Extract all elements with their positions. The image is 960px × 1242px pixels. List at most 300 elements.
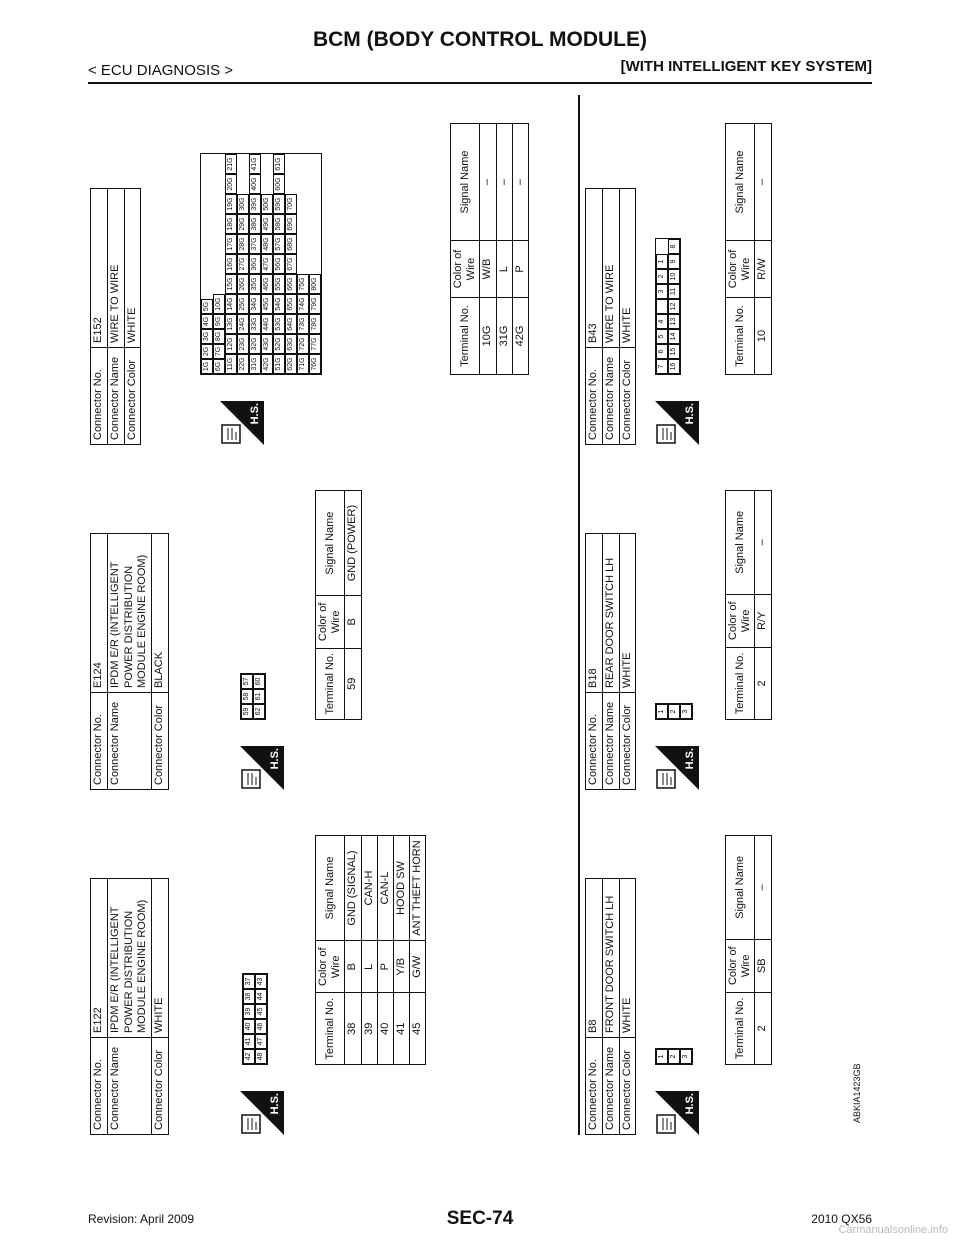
connector-pin: 36G xyxy=(249,254,261,274)
connector-pin: 43G xyxy=(261,334,273,354)
connector-pin: 61 xyxy=(253,689,265,704)
terminal-row xyxy=(377,836,393,1065)
connector-pin: 71G xyxy=(297,354,309,374)
info-row xyxy=(91,534,108,790)
info-value: WIRE TO WIRE xyxy=(602,189,619,348)
pin-row xyxy=(253,674,265,719)
terminal-table-header xyxy=(726,836,755,1065)
harness-side-icon xyxy=(655,1091,699,1135)
connector-pin: 2 xyxy=(668,704,680,719)
signal-name: GND (POWER) xyxy=(345,491,361,596)
terminal-no-header: Terminal No. xyxy=(726,298,755,375)
connector-pin-face xyxy=(655,238,681,375)
connector-pin: 58G xyxy=(273,214,285,234)
signal-name: ANT THEFT HORN xyxy=(410,836,426,941)
wire-color: L xyxy=(361,941,377,993)
pin-row xyxy=(243,974,255,1064)
connector-pin: 46G xyxy=(261,274,273,294)
connector-pin: 35G xyxy=(249,274,261,294)
connector-pin: 16 xyxy=(668,359,680,374)
connector-pin: 67G xyxy=(285,254,297,274)
terminal-no-header: Terminal No. xyxy=(726,992,755,1064)
connector-pin: 1 xyxy=(656,704,668,719)
info-value: E124 xyxy=(91,534,108,693)
connector-pin: 60 xyxy=(253,674,265,689)
connector-pin: 45 xyxy=(255,1004,267,1019)
connector-pin: 1 xyxy=(656,1049,668,1064)
terminal-table xyxy=(450,123,529,375)
connector-pin: 2G xyxy=(201,344,213,359)
info-value: E122 xyxy=(91,879,108,1038)
info-key: Connector No. xyxy=(91,693,108,790)
connector-pin: 1G xyxy=(201,359,213,374)
terminal-table xyxy=(725,835,772,1065)
connector-pin: 25G xyxy=(237,294,249,314)
connector-pin: 3 xyxy=(680,704,692,719)
connector-pin: 11 xyxy=(668,284,680,299)
terminal-row xyxy=(755,124,771,375)
connector-info-table xyxy=(90,878,169,1135)
connector-pin xyxy=(656,299,668,314)
info-row xyxy=(124,189,141,445)
terminal-no: 42G xyxy=(512,298,528,375)
info-value: WHITE xyxy=(152,879,169,1038)
connector-pin: 6 xyxy=(656,344,668,359)
terminal-no-header: Terminal No. xyxy=(726,647,755,719)
connector-pin: 10G xyxy=(213,294,225,314)
info-value: BLACK xyxy=(152,534,169,693)
pin-row xyxy=(241,674,253,719)
page-title: BCM (BODY CONTROL MODULE) xyxy=(312,28,648,51)
info-row xyxy=(152,534,169,790)
connector-pin-face xyxy=(655,1048,693,1065)
connector-pin: 55G xyxy=(273,274,285,294)
info-key: Connector Name xyxy=(602,1038,619,1135)
connector-pin: 37 xyxy=(243,974,255,989)
revision-label: Revision: April 2009 xyxy=(88,1212,195,1226)
wire-color-header: Color of Wire xyxy=(726,594,755,647)
connector-pin: 4G xyxy=(201,314,213,329)
info-row xyxy=(602,879,619,1135)
connector-pin: 62 xyxy=(253,704,265,719)
pin-row xyxy=(668,704,680,719)
wire-color: G/W xyxy=(410,941,426,993)
info-row xyxy=(107,534,151,790)
info-key: Connector No. xyxy=(586,693,603,790)
connector-b8 xyxy=(585,835,870,1135)
connector-pin: 43 xyxy=(255,974,267,989)
connector-pin: 9 xyxy=(668,254,680,269)
connector-pin: 80G xyxy=(309,274,321,294)
connector-pin: 7G xyxy=(213,344,225,359)
signal-name-header: Signal Name xyxy=(726,124,755,241)
terminal-no: 10 xyxy=(755,298,771,375)
terminal-row xyxy=(755,491,771,720)
terminal-table xyxy=(725,490,772,720)
info-key: Connector No. xyxy=(91,1038,108,1135)
connector-pin: 46 xyxy=(255,1019,267,1034)
connector-pin: 34G xyxy=(249,294,261,314)
connector-pin: 29G xyxy=(237,214,249,234)
connector-info-table xyxy=(585,878,636,1135)
info-value: REAR DOOR SWITCH LH xyxy=(602,534,619,693)
connector-pin: 49G xyxy=(261,214,273,234)
info-row xyxy=(91,879,108,1135)
harness-side-label: H.S. xyxy=(269,748,281,770)
wire-color-header: Color of Wire xyxy=(451,241,480,298)
connector-pin: 45G xyxy=(261,294,273,314)
wire-color: SB xyxy=(755,939,771,992)
connector-pin: 48 xyxy=(255,1049,267,1064)
terminal-table xyxy=(315,835,426,1065)
rotated-diagram-sheet xyxy=(90,95,870,1135)
terminal-row xyxy=(361,836,377,1065)
connector-pin: 8G xyxy=(213,329,225,344)
connector-pin: 59 xyxy=(241,704,253,719)
pin-row xyxy=(237,154,249,374)
connector-pin: 3G xyxy=(201,329,213,344)
connector-pin: 39 xyxy=(243,1004,255,1019)
terminal-no: 40 xyxy=(377,993,393,1065)
connector-pin: 62G xyxy=(285,354,297,374)
info-key: Connector No. xyxy=(91,348,108,445)
terminal-table-header xyxy=(316,491,345,720)
harness-side-icon xyxy=(240,746,284,790)
connector-pin: 56G xyxy=(273,254,285,274)
connector-pin: 44G xyxy=(261,314,273,334)
connector-pin: 66G xyxy=(285,274,297,294)
harness-side-label: H.S. xyxy=(684,1093,696,1115)
connector-e122 xyxy=(90,835,578,1135)
connector-pin: 40 xyxy=(243,1019,255,1034)
wire-color: B xyxy=(345,596,361,648)
connector-pin: 12 xyxy=(668,299,680,314)
wire-color: P xyxy=(377,941,393,993)
connector-pin: 5G xyxy=(201,299,213,314)
info-key: Connector Name xyxy=(107,1038,151,1135)
signal-name: – xyxy=(755,124,771,241)
pin-row xyxy=(656,704,668,719)
info-value: B8 xyxy=(586,879,603,1038)
wire-color: B xyxy=(345,941,361,993)
info-value: B43 xyxy=(586,189,603,348)
info-row xyxy=(152,879,169,1135)
connector-pin: 16G xyxy=(225,254,237,274)
connector-pin: 19G xyxy=(225,194,237,214)
connector-pin: 12G xyxy=(225,334,237,354)
terminal-table xyxy=(725,123,772,375)
pin-row xyxy=(225,154,237,374)
pin-row xyxy=(285,154,297,374)
info-key: Connector Name xyxy=(602,348,619,445)
wire-color-header: Color of Wire xyxy=(726,241,755,298)
wire-color: R/Y xyxy=(755,594,771,647)
pin-row xyxy=(680,704,692,719)
connector-pin: 32G xyxy=(249,334,261,354)
connector-pin: 9G xyxy=(213,314,225,329)
connector-pin: 24G xyxy=(237,314,249,334)
connector-pin: 27G xyxy=(237,254,249,274)
connector-pin-face xyxy=(200,153,322,375)
connector-diagram xyxy=(90,95,870,1135)
signal-name: – xyxy=(755,491,771,595)
terminal-table-header xyxy=(726,491,755,720)
connector-pin: 30G xyxy=(237,194,249,214)
connector-pin: 33G xyxy=(249,314,261,334)
terminal-no: 45 xyxy=(410,993,426,1065)
connector-info-table xyxy=(90,188,141,445)
pin-row xyxy=(273,154,285,374)
connector-info-table xyxy=(585,188,636,445)
connector-pin: 59G xyxy=(273,194,285,214)
connector-pin: 50G xyxy=(261,194,273,214)
pin-row xyxy=(261,154,273,374)
connector-pin: 39G xyxy=(249,194,261,214)
connector-pin: 2 xyxy=(668,1049,680,1064)
wire-color-header: Color of Wire xyxy=(316,596,345,648)
connector-pin: 37G xyxy=(249,234,261,254)
connector-pin-face xyxy=(240,673,266,720)
wire-color-header: Color of Wire xyxy=(316,941,345,993)
connector-pin: 20G xyxy=(225,174,237,194)
info-row xyxy=(619,189,636,445)
terminal-no: 10G xyxy=(480,298,496,375)
info-row xyxy=(91,189,108,445)
harness-side-icon xyxy=(240,1091,284,1135)
connector-pin: 61G xyxy=(273,154,285,174)
info-key: Connector Color xyxy=(619,693,636,790)
connector-pin: 26G xyxy=(237,274,249,294)
pin-row xyxy=(668,239,680,374)
connector-pin: 4 xyxy=(656,314,668,329)
harness-side-icon xyxy=(220,401,264,445)
connector-pin: 70G xyxy=(285,194,297,214)
wire-color: W/B xyxy=(480,241,496,298)
terminal-no-header: Terminal No. xyxy=(316,648,345,719)
connector-pin: 15 xyxy=(668,344,680,359)
wire-color: R/W xyxy=(755,241,771,298)
signal-name: – xyxy=(496,124,512,241)
info-key: Connector Color xyxy=(152,1038,169,1135)
pin-row xyxy=(213,154,225,374)
signal-name: – xyxy=(512,124,528,241)
terminal-no: 41 xyxy=(393,993,409,1065)
terminal-no: 38 xyxy=(345,993,361,1065)
harness-side-label: H.S. xyxy=(684,748,696,770)
harness-side-label: H.S. xyxy=(249,403,261,425)
connector-pin: 40G xyxy=(249,174,261,194)
info-row xyxy=(602,534,619,790)
connector-b43 xyxy=(585,95,870,445)
connector-pin: 58 xyxy=(241,689,253,704)
info-row xyxy=(586,189,603,445)
wire-color: Y/B xyxy=(393,941,409,993)
connector-pin: 23G xyxy=(237,334,249,354)
signal-name: HOOD SW xyxy=(393,836,409,941)
connector-pin: 3 xyxy=(656,284,668,299)
info-row xyxy=(107,189,124,445)
terminal-row xyxy=(512,124,528,375)
pin-row xyxy=(656,239,668,374)
connector-pin: 8 xyxy=(668,239,680,254)
wire-color-header: Color of Wire xyxy=(726,939,755,992)
terminal-row xyxy=(345,491,361,720)
connector-b18 xyxy=(585,490,870,790)
pin-row xyxy=(255,974,267,1064)
connector-pin: 14G xyxy=(225,294,237,314)
connector-pin: 3 xyxy=(680,1049,692,1064)
wire-color: L xyxy=(496,241,512,298)
connector-pin: 69G xyxy=(285,214,297,234)
connector-e152 xyxy=(90,95,578,445)
pin-row xyxy=(668,1049,680,1064)
terminal-table-header xyxy=(726,124,755,375)
connector-pin: 41 xyxy=(243,1034,255,1049)
connector-pin: 73G xyxy=(297,314,309,334)
pin-row xyxy=(201,154,213,374)
connector-pin: 10 xyxy=(668,269,680,284)
info-value: WHITE xyxy=(619,189,636,348)
terminal-row xyxy=(410,836,426,1065)
info-value: B18 xyxy=(586,534,603,693)
section-divider xyxy=(578,95,580,1135)
info-value: E152 xyxy=(91,189,108,348)
connector-pin: 53G xyxy=(273,314,285,334)
signal-name-header: Signal Name xyxy=(726,491,755,595)
connector-pin: 2 xyxy=(656,269,668,284)
info-row xyxy=(619,534,636,790)
page-code: SEC-74 xyxy=(446,1208,514,1229)
terminal-no: 59 xyxy=(345,648,361,719)
terminal-table-header xyxy=(316,836,345,1065)
info-value: FRONT DOOR SWITCH LH xyxy=(602,879,619,1038)
connector-info-table xyxy=(90,533,169,790)
info-key: Connector Name xyxy=(107,693,151,790)
terminal-no: 31G xyxy=(496,298,512,375)
connector-pin: 75G xyxy=(297,274,309,294)
terminal-row xyxy=(345,836,361,1065)
signal-name-header: Signal Name xyxy=(451,124,480,241)
connector-pin: 47 xyxy=(255,1034,267,1049)
signal-name: CAN-H xyxy=(361,836,377,941)
connector-pin: 21G xyxy=(225,154,237,174)
connector-pin: 42 xyxy=(243,1049,255,1064)
info-row xyxy=(602,189,619,445)
connector-pin: 14 xyxy=(668,329,680,344)
terminal-no: 2 xyxy=(755,992,771,1064)
info-key: Connector Name xyxy=(602,693,619,790)
info-row xyxy=(586,879,603,1135)
signal-name: – xyxy=(480,124,496,241)
pin-row xyxy=(297,154,309,374)
pin-row xyxy=(309,154,321,374)
connector-pin: 44 xyxy=(255,989,267,1004)
connector-pin: 52G xyxy=(273,334,285,354)
terminal-row xyxy=(393,836,409,1065)
connector-pin: 64G xyxy=(285,314,297,334)
signal-name: CAN-L xyxy=(377,836,393,941)
figure-code: ABKIA1423GB xyxy=(852,1063,862,1123)
connector-pin: 31G xyxy=(249,354,261,374)
connector-pin: 5 xyxy=(656,329,668,344)
header-rule xyxy=(88,82,872,84)
connector-pin: 22G xyxy=(237,354,249,374)
connector-pin: 72G xyxy=(297,334,309,354)
connector-pin: 57 xyxy=(241,674,253,689)
connector-pin-face xyxy=(655,703,693,720)
connector-pin: 68G xyxy=(285,234,297,254)
info-row xyxy=(586,534,603,790)
connector-pin: 7 xyxy=(656,359,668,374)
signal-name-header: Signal Name xyxy=(316,491,345,596)
signal-name: GND (SIGNAL) xyxy=(345,836,361,941)
harness-side-icon xyxy=(655,746,699,790)
system-label: [WITH INTELLIGENT KEY SYSTEM] xyxy=(620,58,872,75)
info-key: Connector Name xyxy=(107,348,124,445)
connector-pin: 13 xyxy=(668,314,680,329)
connector-info-table xyxy=(585,533,636,790)
info-value: WHITE xyxy=(619,534,636,693)
harness-side-label: H.S. xyxy=(684,403,696,425)
section-label: < ECU DIAGNOSIS > xyxy=(88,62,234,79)
connector-pin: 57G xyxy=(273,234,285,254)
model-label: 2010 QX56 xyxy=(811,1212,872,1226)
pin-row xyxy=(656,1049,668,1064)
connector-pin: 18G xyxy=(225,214,237,234)
signal-name: – xyxy=(755,836,771,940)
connector-pin: 13G xyxy=(225,314,237,334)
pin-row xyxy=(680,1049,692,1064)
terminal-row xyxy=(496,124,512,375)
connector-pin: 28G xyxy=(237,234,249,254)
connector-pin: 60G xyxy=(273,174,285,194)
connector-pin: 1 xyxy=(656,254,668,269)
connector-pin: 42G xyxy=(261,354,273,374)
connector-e124 xyxy=(90,490,578,790)
info-value: WHITE xyxy=(124,189,141,348)
info-key: Connector Color xyxy=(619,348,636,445)
signal-name-header: Signal Name xyxy=(316,836,345,941)
connector-pin: 76G xyxy=(309,354,321,374)
connector-pin: 77G xyxy=(309,334,321,354)
harness-side-label: H.S. xyxy=(269,1093,281,1115)
info-value: WIRE TO WIRE xyxy=(107,189,124,348)
terminal-no: 2 xyxy=(755,647,771,719)
info-row xyxy=(619,879,636,1135)
connector-pin: 15G xyxy=(225,274,237,294)
terminal-table-header xyxy=(451,124,480,375)
terminal-row xyxy=(755,836,771,1065)
signal-name-header: Signal Name xyxy=(726,836,755,940)
wire-color: P xyxy=(512,241,528,298)
connector-pin: 74G xyxy=(297,294,309,314)
info-key: Connector Color xyxy=(152,693,169,790)
terminal-no-header: Terminal No. xyxy=(451,298,480,375)
info-value: WHITE xyxy=(619,879,636,1038)
info-key: Connector No. xyxy=(586,348,603,445)
info-key: Connector Color xyxy=(124,348,141,445)
terminal-no: 39 xyxy=(361,993,377,1065)
info-value: IPDM E/R (INTELLIGENT POWER DISTRIBUTION MODULE ENGINE ROOM) xyxy=(107,879,151,1038)
info-key: Connector Color xyxy=(619,1038,636,1135)
connector-pin: 47G xyxy=(261,254,273,274)
connector-pin: 65G xyxy=(285,294,297,314)
connector-pin: 38 xyxy=(243,989,255,1004)
connector-pin: 54G xyxy=(273,294,285,314)
terminal-no-header: Terminal No. xyxy=(316,993,345,1065)
connector-pin: 38G xyxy=(249,214,261,234)
connector-pin: 48G xyxy=(261,234,273,254)
